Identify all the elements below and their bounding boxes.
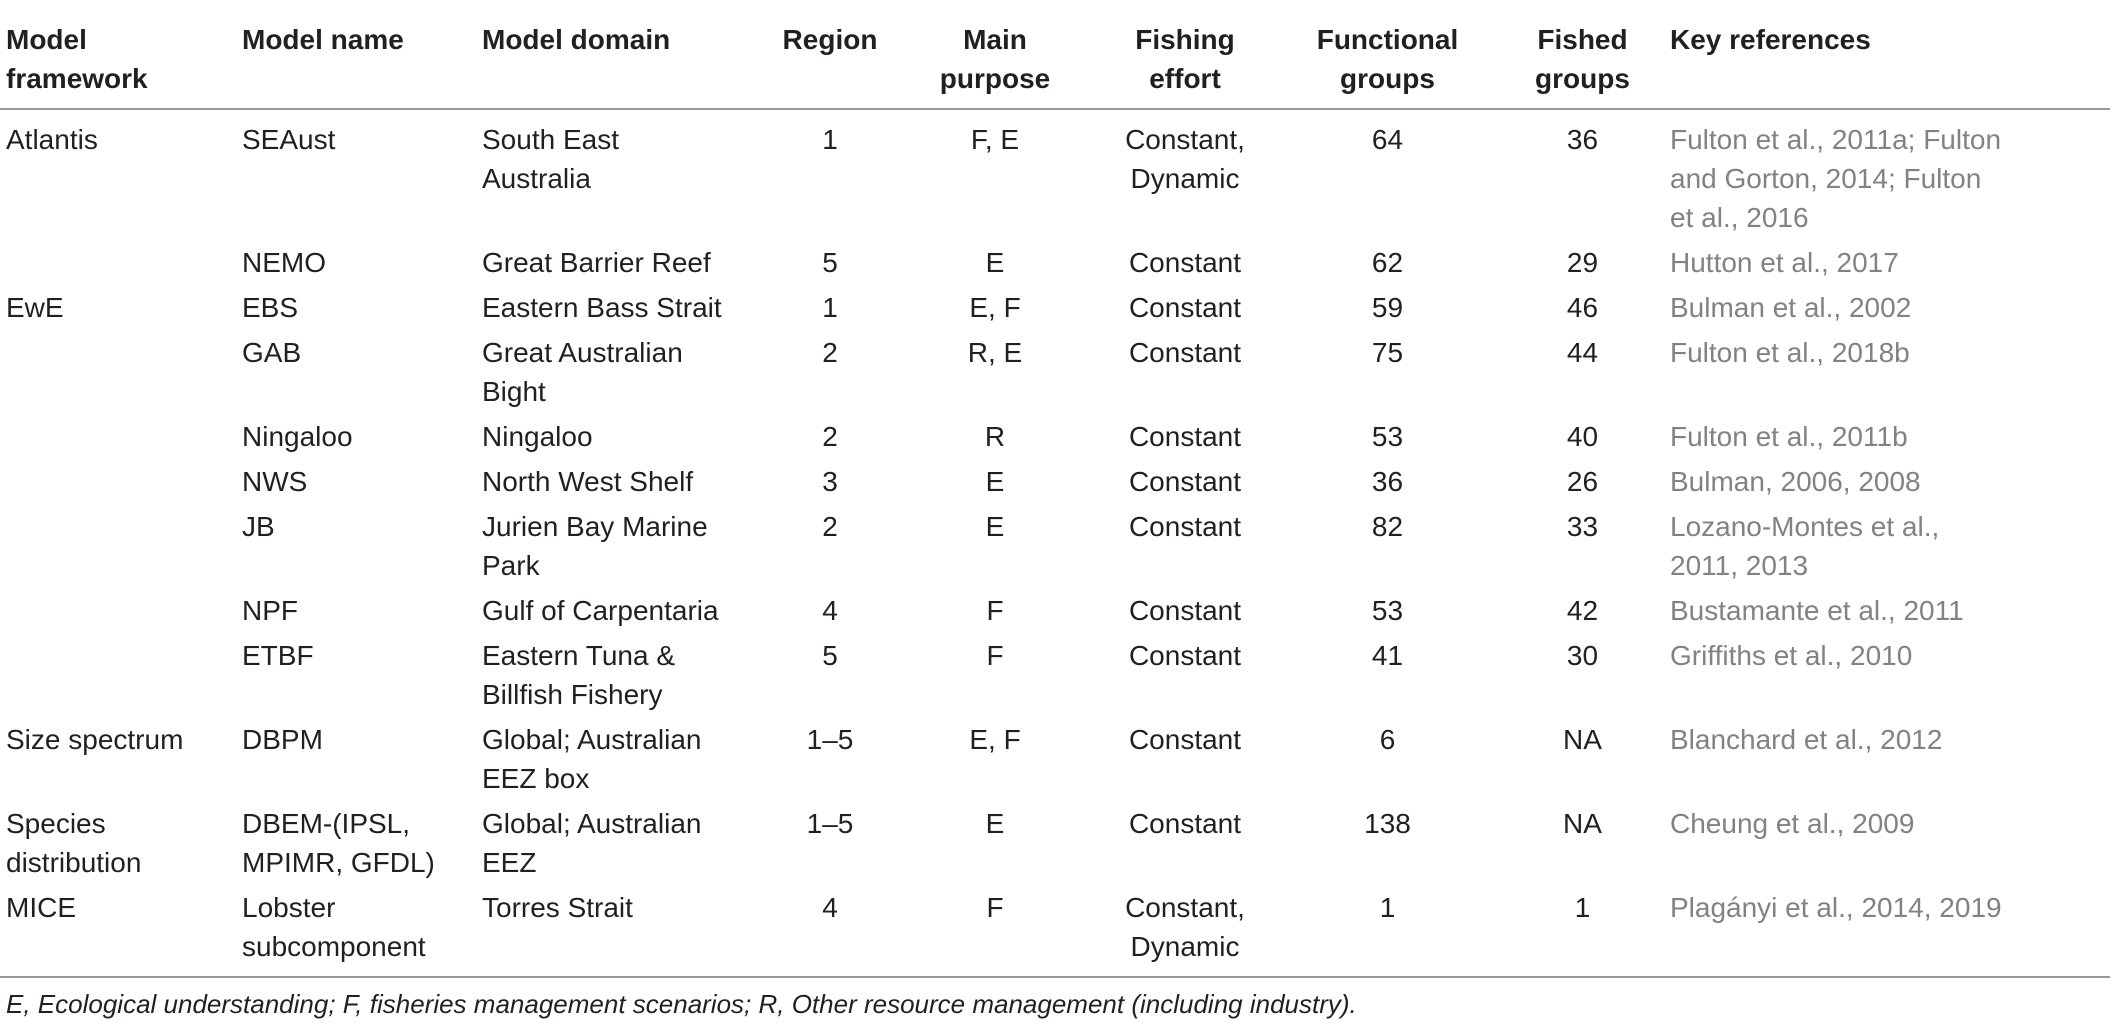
header-row bbox=[0, 0, 2110, 109]
cell-purpose: F, E bbox=[970, 124, 1020, 155]
cell-domain: Great Australian Bight bbox=[482, 337, 683, 407]
cell-model-name: Ningaloo bbox=[242, 421, 353, 452]
cell-fishing-effort: Constant bbox=[1128, 421, 1242, 452]
cell-model-name: SEAust bbox=[242, 124, 336, 155]
table-row bbox=[0, 588, 2110, 633]
table-row bbox=[0, 717, 2110, 801]
cell-model-name: NPF bbox=[242, 595, 298, 626]
cell-purpose: F bbox=[986, 640, 1004, 671]
cell-purpose: E, F bbox=[969, 292, 1021, 323]
cell-region: 3 bbox=[822, 466, 838, 497]
cell-fishing-effort: Constant bbox=[1128, 292, 1242, 323]
cell-fished-groups: 1 bbox=[1495, 885, 1670, 977]
table-body bbox=[0, 109, 2110, 977]
table-row bbox=[0, 109, 2110, 240]
cell-functional-groups: 64 bbox=[1371, 124, 1404, 155]
cell-fishing-effort: Constant bbox=[1128, 466, 1242, 497]
cell-fished-groups: NA bbox=[1563, 808, 1602, 839]
table-row bbox=[0, 801, 2110, 885]
table-row bbox=[0, 240, 2110, 285]
cell-domain: Eastern Bass Strait bbox=[482, 292, 722, 323]
table-row bbox=[0, 633, 2110, 717]
cell-framework bbox=[0, 330, 242, 414]
cell-framework bbox=[0, 414, 242, 459]
cell-functional-groups: 41 bbox=[1371, 640, 1404, 671]
cell-fished-groups: 33 bbox=[1566, 511, 1599, 542]
header-fishing-effort: Fishing effort bbox=[1090, 0, 1280, 109]
cell-domain: Great Barrier Reef bbox=[482, 247, 711, 278]
cell-domain: Torres Strait bbox=[482, 885, 760, 977]
cell-framework: Atlantis bbox=[6, 124, 98, 155]
cell-region: 5 bbox=[822, 247, 838, 278]
cell-functional-groups: 53 bbox=[1371, 595, 1404, 626]
cell-model-name: Lobster subcomponent bbox=[242, 885, 482, 977]
cell-framework: Size spectrum bbox=[6, 724, 184, 755]
header-functional-groups: Functional groups bbox=[1280, 0, 1495, 109]
header-model-name: Model name bbox=[242, 0, 482, 109]
cell-purpose: E bbox=[985, 247, 1005, 278]
cell-fishing-effort: Constant bbox=[1128, 511, 1242, 542]
cell-functional-groups: 75 bbox=[1371, 337, 1404, 368]
header-fished-groups: Fished groups bbox=[1495, 0, 1670, 109]
cell-fished-groups: 40 bbox=[1566, 421, 1599, 452]
cell-region: 5 bbox=[822, 640, 838, 671]
cell-purpose: F bbox=[900, 885, 1090, 977]
cell-region: 1 bbox=[822, 124, 838, 155]
cell-region: 1–5 bbox=[806, 724, 854, 755]
cell-region: 2 bbox=[822, 511, 838, 542]
cell-functional-groups: 53 bbox=[1371, 421, 1404, 452]
cell-references: Bulman, 2006, 2008 bbox=[1670, 466, 1921, 497]
cell-purpose: E, F bbox=[969, 724, 1021, 755]
table-row bbox=[0, 414, 2110, 459]
cell-fished-groups: 29 bbox=[1566, 247, 1599, 278]
cell-functional-groups: 1 bbox=[1280, 885, 1495, 977]
cell-domain: Global; Australian EEZ box bbox=[482, 724, 702, 794]
cell-model-name: DBEM-(IPSL, MPIMR, GFDL) bbox=[242, 808, 435, 878]
cell-purpose: R, E bbox=[967, 337, 1023, 368]
cell-fished-groups: 46 bbox=[1566, 292, 1599, 323]
header-framework: Model framework bbox=[0, 0, 242, 109]
cell-domain: Jurien Bay Marine Park bbox=[482, 511, 708, 581]
cell-framework: Species distribution bbox=[6, 808, 142, 878]
table-row bbox=[0, 885, 2110, 977]
cell-framework: MICE bbox=[0, 885, 242, 977]
cell-domain: Global; Australian EEZ bbox=[482, 808, 702, 878]
table-row bbox=[0, 459, 2110, 504]
cell-functional-groups: 82 bbox=[1371, 511, 1404, 542]
cell-fishing-effort: Constant bbox=[1128, 247, 1242, 278]
cell-framework bbox=[0, 240, 242, 285]
cell-model-name: ETBF bbox=[242, 640, 314, 671]
cell-domain: North West Shelf bbox=[482, 466, 694, 497]
cell-purpose: E bbox=[985, 808, 1005, 839]
cell-model-name: NWS bbox=[242, 466, 308, 497]
cell-region: 2 bbox=[822, 337, 838, 368]
cell-references: Bulman et al., 2002 bbox=[1670, 292, 1912, 323]
cell-references: Hutton et al., 2017 bbox=[1670, 247, 1899, 278]
header-purpose: Main purpose bbox=[900, 0, 1090, 109]
cell-references: Blanchard et al., 2012 bbox=[1670, 724, 1943, 755]
cell-framework: EwE bbox=[6, 292, 64, 323]
cell-references: Fulton et al., 2011b bbox=[1670, 421, 1908, 452]
cell-fishing-effort: Constant bbox=[1128, 640, 1242, 671]
cell-purpose: E bbox=[985, 511, 1005, 542]
cell-model-name: GAB bbox=[242, 337, 302, 368]
cell-references: Griffiths et al., 2010 bbox=[1670, 640, 1913, 671]
cell-fishing-effort: Constant bbox=[1128, 595, 1242, 626]
cell-purpose: R bbox=[984, 421, 1006, 452]
cell-region: 1–5 bbox=[806, 808, 854, 839]
cell-functional-groups: 138 bbox=[1364, 808, 1411, 839]
cell-fished-groups: 26 bbox=[1566, 466, 1599, 497]
cell-functional-groups: 59 bbox=[1371, 292, 1404, 323]
cell-functional-groups: 36 bbox=[1371, 466, 1404, 497]
cell-framework bbox=[0, 633, 242, 717]
cell-fishing-effort: Constant bbox=[1128, 808, 1242, 839]
cell-references: Fulton et al., 2018b bbox=[1670, 337, 1910, 368]
cell-region: 4 bbox=[760, 885, 900, 977]
cell-model-name: DBPM bbox=[242, 724, 323, 755]
cell-framework bbox=[0, 504, 242, 588]
cell-fishing-effort: Constant, Dynamic bbox=[1090, 885, 1280, 977]
cell-references: Bustamante et al., 2011 bbox=[1670, 595, 1964, 626]
cell-references: Fulton et al., 2011a; Fulton and Gorton, 2014; Fulton et al., 2016 bbox=[1670, 124, 2002, 233]
cell-region: 2 bbox=[822, 421, 838, 452]
table-row bbox=[0, 285, 2110, 330]
cell-model-name: NEMO bbox=[242, 247, 326, 278]
table-footnote: E, Ecological understanding; F, fisheries management scenarios; R, Other resource management (including industry). bbox=[6, 989, 1357, 1019]
cell-domain: Ningaloo bbox=[482, 421, 593, 452]
cell-model-name: EBS bbox=[242, 292, 299, 323]
cell-functional-groups: 6 bbox=[1379, 724, 1396, 755]
cell-references: Cheung et al., 2009 bbox=[1670, 808, 1915, 839]
cell-domain: South East Australia bbox=[482, 124, 619, 194]
cell-domain: Eastern Tuna & Billfish Fishery bbox=[482, 640, 676, 710]
header-region: Region bbox=[760, 0, 900, 109]
cell-model-name: JB bbox=[242, 511, 275, 542]
cell-fished-groups: 42 bbox=[1566, 595, 1599, 626]
cell-fished-groups: NA bbox=[1563, 724, 1602, 755]
cell-fished-groups: 44 bbox=[1566, 337, 1599, 368]
cell-fishing-effort: Constant bbox=[1128, 337, 1242, 368]
cell-purpose: F bbox=[986, 595, 1004, 626]
cell-region: 4 bbox=[822, 595, 838, 626]
cell-fished-groups: 30 bbox=[1566, 640, 1599, 671]
table-row bbox=[0, 330, 2110, 414]
cell-region: 1 bbox=[822, 292, 838, 323]
cell-fishing-effort: Constant bbox=[1128, 724, 1242, 755]
cell-functional-groups: 62 bbox=[1371, 247, 1404, 278]
cell-references: Plagányi et al., 2014, 2019 bbox=[1670, 885, 2110, 977]
cell-domain: Gulf of Carpentaria bbox=[482, 595, 719, 626]
cell-framework bbox=[0, 459, 242, 504]
cell-purpose: E bbox=[985, 466, 1005, 497]
cell-framework bbox=[0, 588, 242, 633]
cell-references: Lozano-Montes et al., 2011, 2013 bbox=[1670, 511, 1940, 581]
header-references: Key references bbox=[1670, 0, 2110, 109]
cell-fished-groups: 36 bbox=[1566, 124, 1599, 155]
header-domain: Model domain bbox=[482, 0, 760, 109]
cell-fishing-effort: Constant, Dynamic bbox=[1125, 124, 1245, 194]
table-row bbox=[0, 504, 2110, 588]
